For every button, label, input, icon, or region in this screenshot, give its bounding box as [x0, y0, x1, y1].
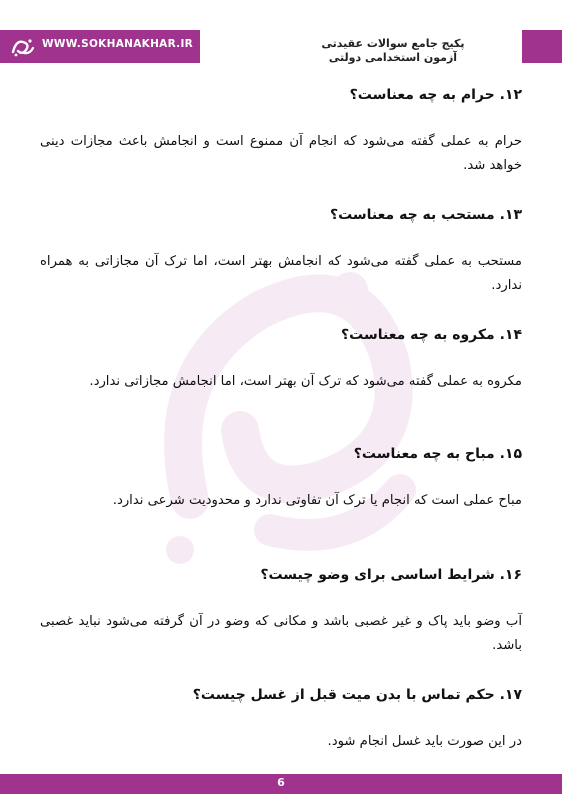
header-title: پکیج جامع سوالات عقیدتی	[321, 37, 465, 50]
website-url[interactable]: WWW.SOKHANAKHAR.IR	[42, 38, 194, 50]
answer-text: مباح عملی است که انجام یا ترک آن تفاوتی ندارد و محدودیت شرعی ندارد.	[112, 493, 522, 508]
qa-item	[40, 324, 522, 394]
question-heading: ۱۲. حرام به چه معناست؟	[349, 87, 522, 103]
qa-item	[40, 443, 522, 513]
answer-text: مستحب به عملی گفته می‌شود که انجامش بهتر است، اما ترک آن مجازاتی به همراه ندارد.	[40, 254, 522, 293]
header-titles	[268, 36, 518, 65]
qa-item	[40, 84, 522, 178]
page-number: 6	[277, 776, 285, 789]
watermark-logo	[120, 250, 440, 570]
qa-item	[40, 204, 522, 298]
footer-band	[0, 774, 562, 794]
question-heading: ۱۳. مستحب به چه معناست؟	[329, 207, 522, 223]
answer-text: در این صورت باید غسل انجام شود.	[327, 734, 522, 749]
question-heading: ۱۵. مباح به چه معناست؟	[353, 446, 522, 462]
answer-text: آب وضو باید پاک و غیر غصبی باشد و مکانی که وضو در آن گرفته می‌شود نباید غصبی باشد.	[40, 614, 522, 653]
qa-item	[40, 684, 522, 754]
header-subtitle: آزمون استخدامی دولتی	[328, 51, 458, 64]
question-heading: ۱۶. شرایط اساسی برای وضو چیست؟	[260, 567, 522, 583]
header-band-right	[522, 30, 562, 63]
answer-text: حرام به عملی گفته می‌شود که انجام آن ممنوع است و انجامش باعث مجازات دینی خواهد شد.	[40, 134, 522, 173]
answer-text: مکروه به عملی گفته می‌شود که ترک آن بهتر است، اما انجامش مجازاتی ندارد.	[89, 374, 522, 389]
qa-item	[40, 564, 522, 658]
sokhanakhar-logo-icon	[10, 36, 36, 58]
question-heading: ۱۴. مکروه به چه معناست؟	[341, 327, 522, 343]
question-heading: ۱۷. حکم تماس با بدن میت قبل از غسل چیست؟	[192, 687, 522, 703]
